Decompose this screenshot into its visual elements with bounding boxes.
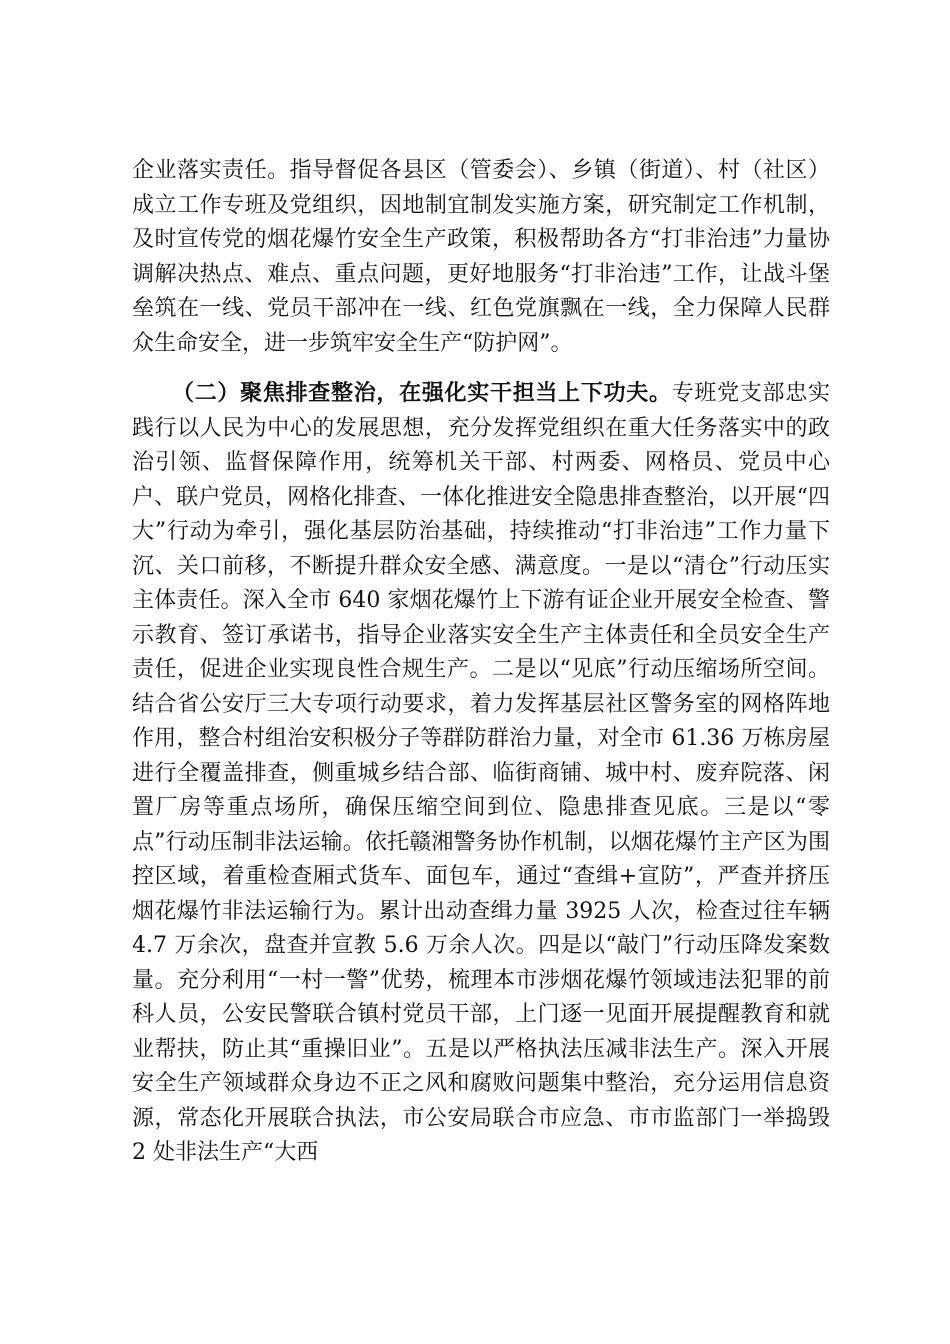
paragraph-1-text: 企业落实责任。指导督促各县区（管委会）、乡镇（街道）、村（社区）成立工作专班及党组织，因地制宜制发实施方案，研究制定工作机制，及时宣传党的烟花爆竹安全生产政策，积极帮助各方“打非治违”力量协调解决热点、难点、重点问题，更好地服务“打非治违”工作，让战斗堡垒筑在一线、党员干部冲在一线、红色党旗飘在一线，全力保障人民群众生命安全，进一步筑牢安全生产“防护网”。 <box>132 158 830 356</box>
section-2-heading: （二）聚焦排查整治，在强化实干担当上下功夫。 <box>172 381 672 406</box>
section-2-paragraph <box>132 377 830 1171</box>
paragraph-continued <box>132 154 830 361</box>
document-page <box>132 154 830 1171</box>
section-2-body: 专班党支部忠实践行以人民为中心的发展思想，充分发挥党组织在重大任务落实中的政治引领、监督保障作用，统筹机关干部、村两委、网格员、党员中心户、联户党员，网格化排查、一体化推进安全隐患排查整治，以开展“四大”行动为牵引，强化基层防治基础，持续推动“打非治违”工作力量下沉、关口前移，不断提升群众安全感、满意度。一是以“清仓”行动压实主体责任。深入全市 640 家烟花爆竹上下游有证企业开展安全检查、警示教育、签订承诺书，指导企业落实安全生产主体责任和全员安全生产责任，促进企业实现良性合规生产。二是以“见底”行动压缩场所空间。结合省公安厅三大专项行动要求，着力发挥基层社区警务室的网格阵地作用，整合村组治安积极分子等群防群治力量，对全市 61.36 万栋房屋进行全覆盖排查，侧重城乡结合部、临街商铺、城中村、废弃院落、闲置厂房等重点场所，确保压缩空间到位、隐患排查见底。三是以“零点”行动压制非法运输。依托赣湘警务协作机制，以烟花爆竹主产区为围控区域，着重检查厢式货车、面包车，通过“查缉+宣防”，严查并挤压烟花爆竹非法运输行为。累计出动查缉力量 3925 人次，检查过往车辆 4.7 万余次，盘查并宣教 5.6 万余人次。四是以“敲门”行动压降发案数量。充分利用“一村一警”优势，梳理本市涉烟花爆竹领域违法犯罪的前科人员，公安民警联合镇村党员干部，上门逐一见面开展提醒教育和就业帮扶，防止其“重操旧业”。五是以严格执法压减非法生产。深入开展安全生产领域群众身边不正之风和腐败问题集中整治，充分运用信息资源，常态化开展联合执法，市公安局联合市应急、市市监部门一举捣毁 2 处非法生产“大西 <box>132 381 830 1165</box>
